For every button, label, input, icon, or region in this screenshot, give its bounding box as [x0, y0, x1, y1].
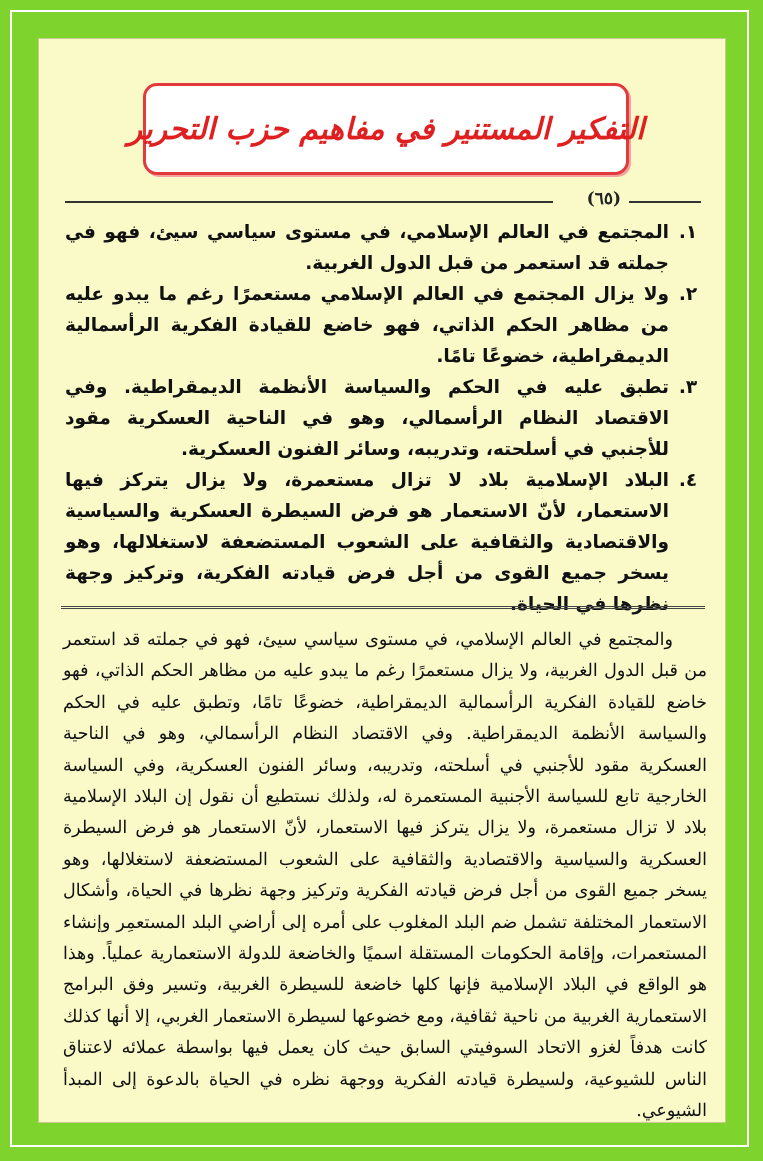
list-item: [65, 465, 705, 620]
page-number: (٦٥): [586, 189, 621, 209]
list-item-text: تطبق عليه في الحكم والسياسة الأنظمة الديمقراطية. وفي الاقتصاد النظام الرأسمالي، وهو في الناحية العسكرية مقود للأجنبي في أسلحته، وتدريبه، وسائر الفنون العسكرية.: [65, 377, 669, 460]
section-divider: [61, 606, 705, 609]
list-item: [65, 279, 705, 372]
list-item-number: ٣.: [678, 377, 698, 398]
list-item: [65, 372, 705, 465]
list-item-text: البلاد الإسلامية بلاد لا تزال مستعمرة، ولا يزال يتركز فيها الاستعمار، لأنّ الاستعمار هو فرض السيطرة العسكرية والسياسية والاقتصادية والثقافية على الشعوب المستضعفة لاستغلالها، وهو يسخر جميع القوى من أجل فرض قيادته الفكرية، وتركيز وجهة نظرها في الحياة.: [65, 470, 669, 615]
page-number-line: [65, 191, 701, 211]
book-title: التفكير المستنير في مفاهيم حزب التحرير: [127, 111, 645, 147]
summary-list: [65, 217, 705, 620]
list-item-text: المجتمع في العالم الإسلامي، في مستوى سياسي سيئ، فهو في جملته قد استعمر من قبل الدول الغربية.: [65, 222, 669, 274]
rule-left: [65, 201, 553, 203]
list-item-number: ٤.: [678, 470, 698, 491]
body-paragraph: والمجتمع في العالم الإسلامي، في مستوى سياسي سيئ، فهو في جملته قد استعمر من قبل الدول الغربية، ولا يزال مستعمرًا رغم ما يبدو عليه من مظاهر الحكم الذاتي، فهو خاضع للقيادة الفكرية الرأسمالية الديمقراطية، خضوعًا تامًا، وتطبق عليه في الحكم والسياسة الأنظمة الديمقراطية. وفي الاقتصاد النظام الرأسمالي، وهو في الناحية العسكرية مقود للأجنبي في أسلحته، وتدريبه، وسائر الفنون العسكرية، وفي السياسة الخارجية تابع للسياسة الأجنبية المستعمرة له، ولذلك نستطيع أن نقول إن البلاد الإسلامية بلاد لا تزال مستعمرة، ولا يزال يتركز فيها الاستعمار، لأنّ الاستعمار هو فرض السيطرة العسكرية والسياسية والاقتصادية والثقافية على الشعوب المستضعفة لاستغلالها، وهو يسخر جميع القوى من أجل فرض قيادته الفكرية وتركيز وجهة نظرها في الحياة، وأشكال الاستعمار المختلفة تشمل ضم البلد المغلوب على أمره إلى أراضي البلد المستعمِر وإنشاء المستعمرات، وإقامة الحكومات المستقلة اسميًا والخاضعة للدولة الاستعمارية عملياً. وهذا هو الواقع في البلاد الإسلامية فإنها كلها خاضعة للسيطرة الغربية، وتسير وفق البرامج الاستعمارية الغربية من ناحية ثقافية، ومع خضوعها لسيطرة الاستعمار الغربي، إلا أنها كذلك كانت هدفاً لغزو الاتحاد السوفيتي السابق حيث كان يعمل فيها بواسطة عملائه لاعتناق الناس للشيوعية، ولسيطرة قيادته الفكرية ووجهة نظره في الحياة بالدعوة إلى المبدأ الشيوعي.: [63, 630, 707, 1122]
list-item: [65, 217, 705, 279]
page: [38, 38, 726, 1123]
list-item-number: ١.: [678, 222, 698, 243]
rule-right: [629, 201, 701, 203]
title-banner: [127, 83, 645, 175]
list-item-text: ولا يزال المجتمع في العالم الإسلامي مستعمرًا رغم ما يبدو عليه من مظاهر الحكم الذاتي، فهو خاضع للقيادة الفكرية الرأسمالية الديمقراطية، خضوعًا تامًا.: [65, 284, 669, 367]
list-item-number: ٢.: [678, 284, 698, 305]
